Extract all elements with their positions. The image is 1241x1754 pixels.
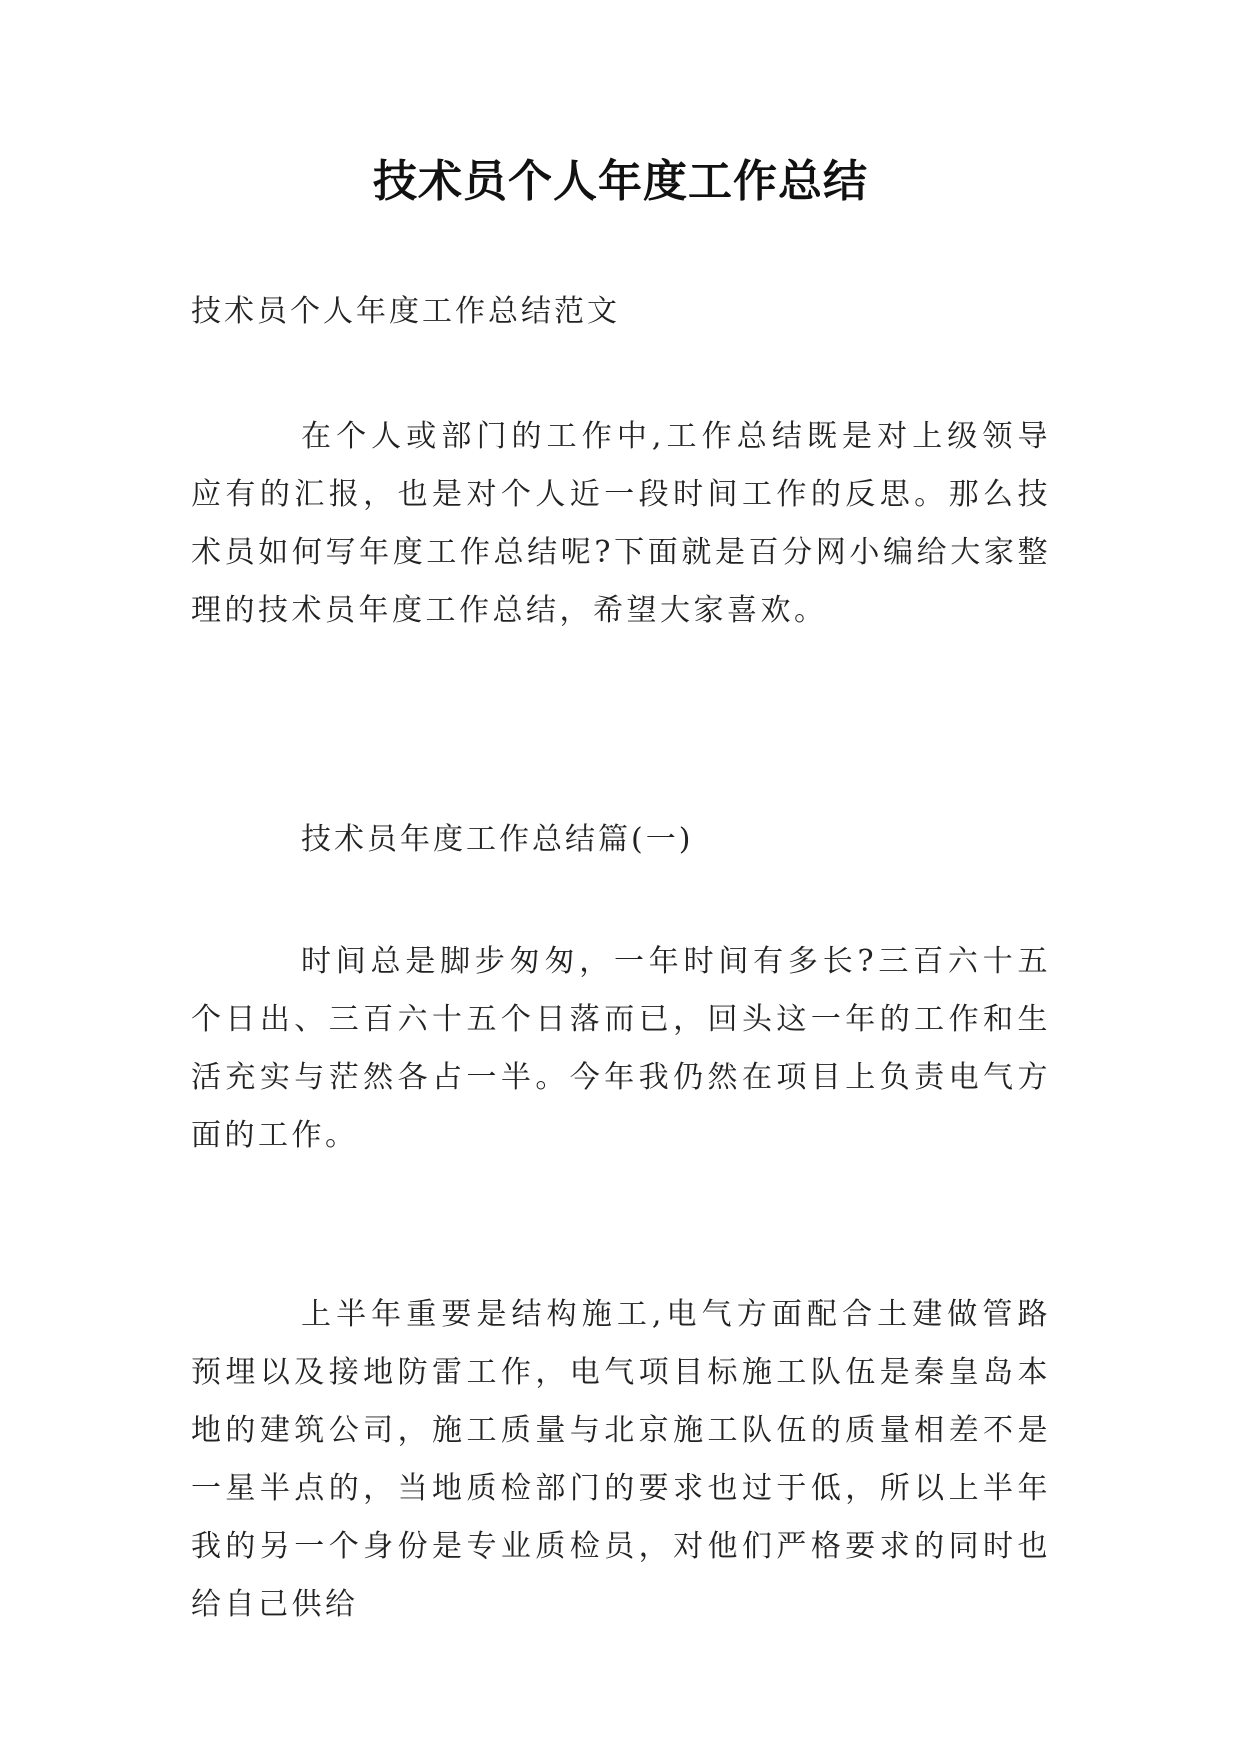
document-title: 技术员个人年度工作总结: [373, 156, 868, 207]
body-paragraph: 上半年重要是结构施工,电气方面配合土建做管路预埋以及接地防雷工作，电气项目标施工队伍是秦皇岛本地的建筑公司，施工质量与北京施工队伍的质量相差不是一星半点的，当地质检部门的要求也过于低，所以上半年我的另一个身份是专业质检员，对他们严格要求的同时也给自己供给: [191, 1297, 1051, 1622]
intro-paragraph: 在个人或部门的工作中,工作总结既是对上级领导应有的汇报，也是对个人近一段时间工作的反思。那么技术员如何写年度工作总结呢?下面就是百分网小编给大家整理的技术员年度工作总结，希望大家喜欢。: [191, 419, 1051, 628]
section-heading: 技术员年度工作总结篇(一): [301, 822, 694, 857]
body-paragraph: 时间总是脚步匆匆，一年时间有多长?三百六十五个日出、三百六十五个日落而已，回头这一年的工作和生活充实与茫然各占一半。今年我仍然在项目上负责电气方面的工作。: [191, 944, 1051, 1153]
document-subtitle: 技术员个人年度工作总结范文: [191, 294, 620, 329]
